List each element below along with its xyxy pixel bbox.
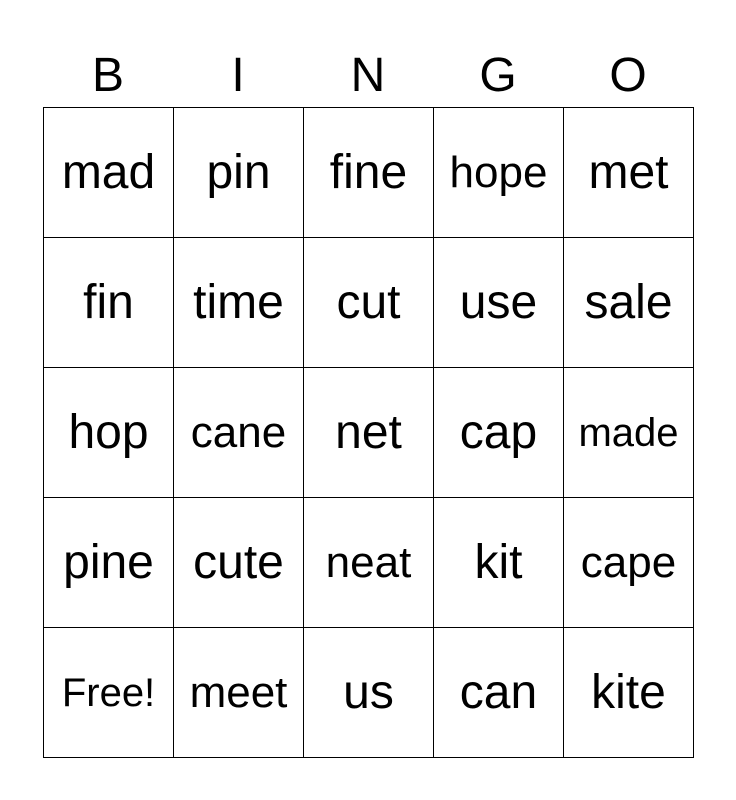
bingo-cell[interactable]: cap — [434, 368, 564, 498]
header-letter-g: G — [479, 49, 517, 102]
bingo-cell[interactable]: time — [174, 238, 304, 368]
bingo-cell[interactable]: pine — [44, 498, 174, 628]
bingo-cell[interactable]: kit — [434, 498, 564, 628]
bingo-cell[interactable]: meet — [174, 628, 304, 758]
bingo-cell[interactable]: cute — [174, 498, 304, 628]
bingo-board — [43, 107, 694, 758]
bingo-cell[interactable]: us — [304, 628, 434, 758]
header-letter-b: B — [91, 49, 124, 102]
bingo-cell[interactable]: can — [434, 628, 564, 758]
header-letter-n: N — [350, 49, 386, 102]
bingo-cell[interactable]: neat — [304, 498, 434, 628]
bingo-cell[interactable]: pin — [174, 108, 304, 238]
bingo-cell[interactable]: use — [434, 238, 564, 368]
bingo-cell[interactable]: mad — [44, 108, 174, 238]
bingo-cell[interactable]: made — [564, 368, 694, 498]
bingo-cell[interactable]: fine — [304, 108, 434, 238]
bingo-cell[interactable]: sale — [564, 238, 694, 368]
bingo-cell[interactable]: hope — [434, 108, 564, 238]
bingo-cell[interactable]: cape — [564, 498, 694, 628]
free-space-cell[interactable]: Free! — [44, 628, 174, 758]
bingo-cell[interactable]: fin — [44, 238, 174, 368]
bingo-cell[interactable]: met — [564, 108, 694, 238]
bingo-cell[interactable]: kite — [564, 628, 694, 758]
header-letter-i: I — [231, 49, 245, 102]
bingo-cell[interactable]: cut — [304, 238, 434, 368]
bingo-cell[interactable]: cane — [174, 368, 304, 498]
bingo-cell[interactable]: hop — [44, 368, 174, 498]
bingo-cell[interactable]: net — [304, 368, 434, 498]
header-letter-o: O — [609, 49, 647, 102]
bingo-header — [43, 46, 693, 106]
